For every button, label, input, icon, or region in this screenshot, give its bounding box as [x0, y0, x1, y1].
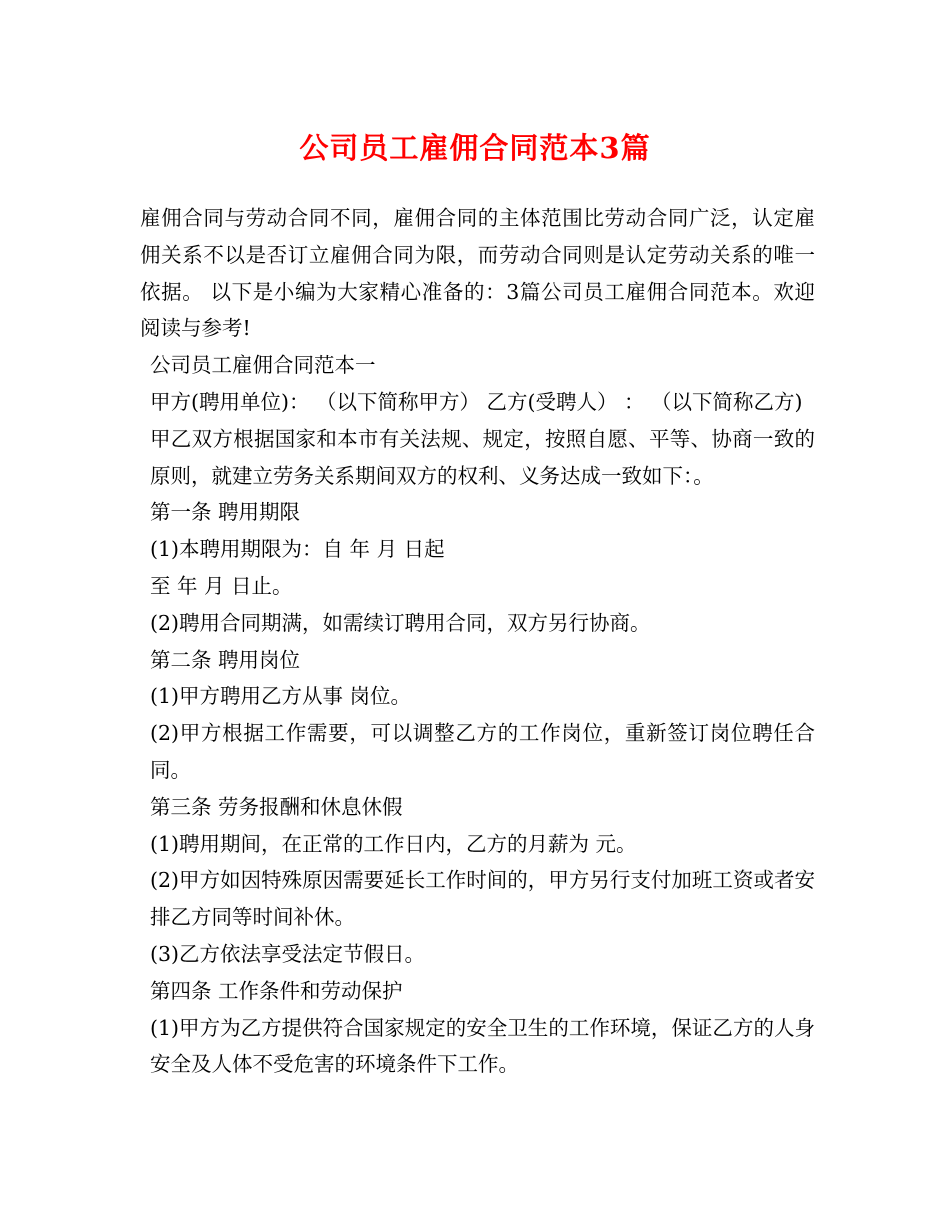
paragraph: (1)聘用期间，在正常的工作日内，乙方的月薪为 元。 [150, 831, 637, 856]
document-body [140, 200, 815, 1083]
paragraph: 第三条 劳务报酬和休息休假 [150, 794, 403, 819]
paragraph: (1)甲方聘用乙方从事 岗位。 [150, 684, 412, 709]
paragraph: (1)本聘用期限为：自 年 月 日起 [150, 537, 445, 562]
paragraph: (2)甲方如因特殊原因需要延长工作时间的，甲方另行支付加班工资或者安排乙方同等时间补休。 [150, 868, 815, 930]
paragraph: (2)聘用合同期满，如需续订聘用合同，双方另行协商。 [150, 610, 651, 635]
paragraph: 至 年 月 日止。 [150, 573, 293, 598]
paragraph: 第二条 聘用岗位 [150, 647, 301, 672]
paragraph: 甲方(聘用单位)： （以下简称甲方） 乙方(受聘人） ： （以下简称乙方) [150, 389, 803, 414]
paragraph: 甲乙双方根据国家和本市有关法规、规定，按照自愿、平等、协商一致的原则，就建立劳务关系期间双方的权利、义务达成一致如下：。 [150, 426, 815, 488]
paragraph: 公司员工雇佣合同范本一 [150, 353, 376, 378]
paragraph: 雇佣合同与劳动合同不同，雇佣合同的主体范围比劳动合同广泛，认定雇佣关系不以是否订立雇佣合同为限，而劳动合同则是认定劳动关系的唯一依据。 以下是小编为大家精心准备的：3篇公司员工雇佣合同范本。欢迎阅读与参考! [140, 206, 815, 341]
paragraph: 第一条 聘用期限 [150, 500, 301, 525]
document-title: 公司员工雇佣合同范本3篇 [299, 131, 651, 165]
paragraph: 第四条 工作条件和劳动保护 [150, 978, 403, 1003]
paragraph: (2)甲方根据工作需要，可以调整乙方的工作岗位，重新签订岗位聘任合同。 [150, 721, 815, 782]
paragraph: (1)甲方为乙方提供符合国家规定的安全卫生的工作环境，保证乙方的人身安全及人体不受危害的环境条件下工作。 [150, 1015, 815, 1077]
paragraph: (3)乙方依法享受法定节假日。 [150, 941, 426, 966]
